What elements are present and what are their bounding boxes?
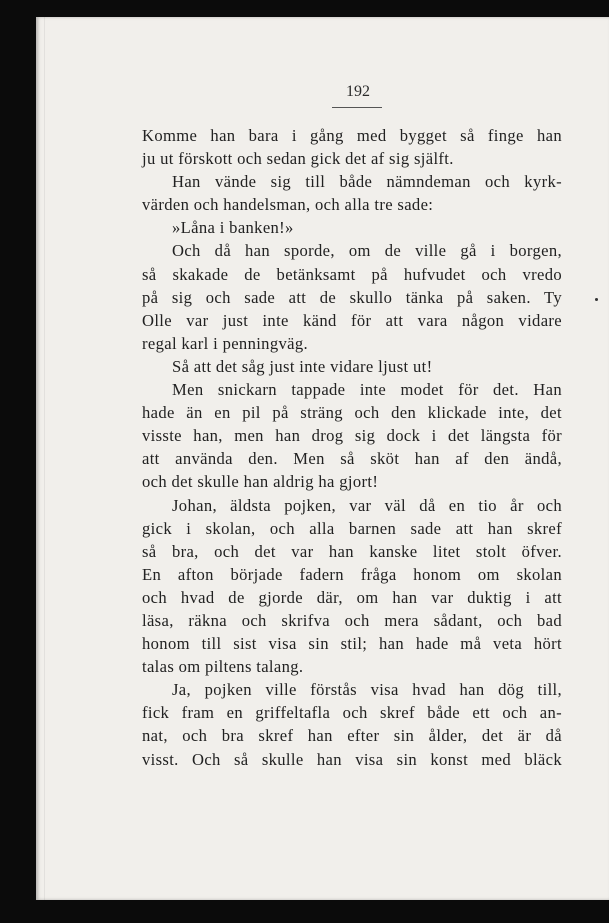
text-line: ju ut förskott och sedan gick det af sig själft. bbox=[142, 149, 454, 169]
text-line: så skakade de betänksamt på hufvudet och vredo bbox=[142, 264, 562, 284]
text-line: visst. Och så skulle han visa sin konst med bläck bbox=[142, 749, 562, 769]
text-line: gick i skolan, och alla barnen sade att han skref bbox=[142, 518, 562, 538]
text-line: så bra, och det var han kanske litet stolt öfver. bbox=[142, 541, 562, 561]
print-speck bbox=[595, 298, 598, 301]
text-line: regal karl i penningväg. bbox=[142, 333, 308, 353]
page-number: 192 bbox=[346, 83, 370, 100]
text-line: talas om piltens talang. bbox=[142, 657, 304, 677]
text-line: och det skulle han aldrig ha gjort! bbox=[142, 472, 379, 492]
text-line: »Låna i banken!» bbox=[172, 218, 294, 238]
text-line: Han vände sig till både nämndeman och kyrk- bbox=[172, 172, 562, 192]
text-line: En afton började fadern fråga honom om skolan bbox=[142, 564, 562, 584]
text-line: Så att det såg just inte vidare ljust ut! bbox=[172, 356, 433, 376]
text-line: att använda den. Men så sköt han af den ändå, bbox=[142, 449, 562, 469]
text-line: Olle var just inte känd för att vara någon vidare bbox=[142, 310, 562, 330]
text-line: värden och handelsman, och alla tre sade: bbox=[142, 195, 434, 215]
text-line: Komme han bara i gång med bygget så finge han bbox=[142, 126, 562, 145]
text-line: fick fram en griffeltafla och skref både ett och an- bbox=[142, 703, 562, 723]
text-line: på sig och sade att de skullo tänka på saken. Ty bbox=[142, 287, 562, 307]
text-line: nat, och bra skref han efter sin ålder, det är då bbox=[142, 726, 562, 746]
body-text bbox=[142, 124, 562, 771]
text-line: Och då han sporde, om de ville gå i borgen, bbox=[172, 241, 562, 261]
text-line: och hvad de gjorde där, om han var duktig i att bbox=[142, 587, 562, 607]
text-line: honom till sist visa sin stil; han hade må veta hört bbox=[142, 634, 562, 654]
text-line: Ja, pojken ville förstås visa hvad han dög till, bbox=[172, 680, 562, 700]
book-page bbox=[36, 17, 609, 900]
text-line: Johan, äldsta pojken, var väl då en tio år och bbox=[172, 495, 562, 515]
text-line: läsa, räkna och skrifva och mera sådant, och bad bbox=[142, 610, 562, 630]
page-gutter bbox=[44, 17, 45, 900]
text-line: hade än en pil på sträng och den klickade inte, det bbox=[142, 403, 562, 423]
page-number-rule bbox=[332, 107, 382, 108]
text-line: Men snickarn tappade inte modet för det. Han bbox=[172, 380, 562, 400]
text-line: visste han, men han drog sig dock i det längsta för bbox=[142, 426, 562, 446]
